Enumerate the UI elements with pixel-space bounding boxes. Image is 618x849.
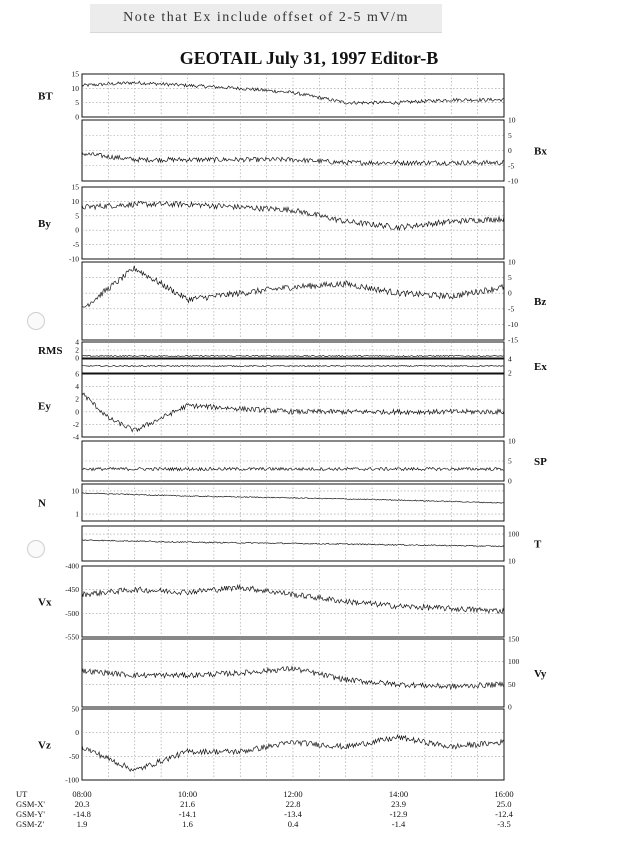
tick-label: 0 <box>75 407 79 417</box>
tick-label: 10 <box>71 196 79 206</box>
tick-label: -100 <box>65 775 79 785</box>
tick-label: -5 <box>508 304 515 314</box>
tick-label: -450 <box>65 585 79 595</box>
panel-label-bt: BT <box>38 90 53 103</box>
tick-label: 10 <box>508 436 516 446</box>
tick-label: -500 <box>65 608 79 618</box>
tick-label: 100 <box>508 657 520 667</box>
panel-n <box>38 484 504 521</box>
panel-label-vx: Vx <box>38 596 52 609</box>
orbit-value: 22.8 <box>285 799 301 809</box>
panel-t <box>82 526 542 566</box>
tick-label: 0 <box>75 225 79 235</box>
tick-label: 5 <box>508 273 512 283</box>
panel-label-ey: Ey <box>38 400 51 413</box>
orbit-value: 23.9 <box>391 799 406 809</box>
panel-vx <box>38 562 504 642</box>
panel-bz <box>82 258 546 345</box>
tick-label: 0 <box>75 728 79 738</box>
orbit-row-label: GSM-Z' <box>16 819 44 829</box>
tick-label: 50 <box>71 704 79 714</box>
x-tick-label: 12:00 <box>283 789 303 799</box>
tick-label: 10 <box>508 257 516 267</box>
panel-bx <box>82 116 547 186</box>
x-tick-label: 16:00 <box>494 789 514 799</box>
panel-label-vy: Vy <box>534 668 547 680</box>
panel-frame <box>82 639 504 707</box>
tick-label: 5 <box>75 211 79 221</box>
orbit-value: 1.6 <box>182 819 193 829</box>
orbit-value: 21.6 <box>180 799 195 809</box>
tick-label: 1 <box>75 509 79 519</box>
tick-label: -5 <box>508 161 515 171</box>
tick-label: 2 <box>75 345 79 355</box>
panel-label-bx: Bx <box>534 145 547 158</box>
page-title: GEOTAIL July 31, 1997 Editor-B <box>179 48 439 68</box>
orbit-value: 1.9 <box>76 819 88 829</box>
panel-label-n: N <box>38 497 46 510</box>
tick-label: -10 <box>508 319 518 329</box>
orbit-row-label: UT <box>16 789 28 799</box>
orbit-value: 0.4 <box>287 819 299 829</box>
tick-label: 2 <box>508 368 512 378</box>
panel-by <box>38 183 504 264</box>
panel-vy <box>82 635 547 712</box>
tick-label: 6 <box>75 369 79 379</box>
panel-label-sp: SP <box>534 456 547 468</box>
tick-label: 5 <box>75 98 79 108</box>
panel-label-rms: RMS <box>38 345 63 357</box>
tick-label: 15 <box>71 182 79 192</box>
tick-label: -4 <box>72 432 79 442</box>
tick-label: 4 <box>75 382 79 392</box>
panel-sp <box>82 437 547 486</box>
tick-label: 0 <box>508 702 512 712</box>
orbit-row-label: GSM-X' <box>16 799 45 809</box>
x-tick-label: 10:00 <box>177 789 198 799</box>
panel-label-by: By <box>38 218 51 230</box>
tick-label: 4 <box>75 337 79 347</box>
tick-label: 10 <box>71 83 79 93</box>
orbit-value: -14.8 <box>73 809 91 819</box>
panel-label-vz: Vz <box>38 739 51 752</box>
tick-label: 0 <box>508 146 512 155</box>
orbit-value: -13.4 <box>284 809 302 819</box>
x-tick-label: 14:00 <box>388 789 409 799</box>
tick-label: 10 <box>508 556 516 566</box>
tick-label: -10 <box>69 254 79 264</box>
tick-label: 10 <box>508 115 516 125</box>
tick-label: 2 <box>75 394 79 404</box>
tick-label: 0 <box>75 353 79 363</box>
tick-label: 0 <box>75 112 79 122</box>
panel-bt <box>38 70 504 122</box>
tick-label: 5 <box>508 456 512 466</box>
tick-label: -5 <box>72 240 79 250</box>
tick-label: 0 <box>508 288 512 298</box>
note-banner: Note that Ex include offset of 2-5 mV/m <box>90 4 442 33</box>
tick-label: -10 <box>508 176 518 186</box>
orbit-table <box>16 789 514 829</box>
orbit-value: -14.1 <box>178 809 197 819</box>
tick-label: -15 <box>508 335 518 345</box>
tick-label: 15 <box>71 69 79 79</box>
tick-label: 150 <box>508 634 520 644</box>
orbit-value: 25.0 <box>496 799 512 809</box>
panel-label-t: T <box>534 538 542 551</box>
tick-label: 0 <box>508 476 512 486</box>
tick-label: -550 <box>65 632 79 642</box>
panel-ey <box>38 370 504 442</box>
tick-label: -50 <box>69 751 79 761</box>
orbit-value: -12.4 <box>495 809 513 819</box>
panel-label-ex: Ex <box>534 361 547 373</box>
orbit-value: -3.5 <box>497 819 511 829</box>
orbit-value: 20.3 <box>74 799 90 809</box>
orbit-value: -12.9 <box>389 809 408 819</box>
tick-label: -400 <box>65 561 79 571</box>
orbit-row-label: GSM-Y' <box>16 809 45 819</box>
tick-label: 10 <box>71 486 79 496</box>
tick-label: -2 <box>72 419 79 429</box>
orbit-value: -1.4 <box>391 819 406 829</box>
tick-label: 4 <box>508 354 512 364</box>
panel-vz <box>38 705 504 785</box>
tick-label: 100 <box>508 529 520 539</box>
tick-label: 5 <box>508 130 512 140</box>
tick-label: 50 <box>508 679 516 689</box>
x-tick-label: 08:00 <box>72 789 92 799</box>
panel-label-bz: Bz <box>534 296 547 308</box>
